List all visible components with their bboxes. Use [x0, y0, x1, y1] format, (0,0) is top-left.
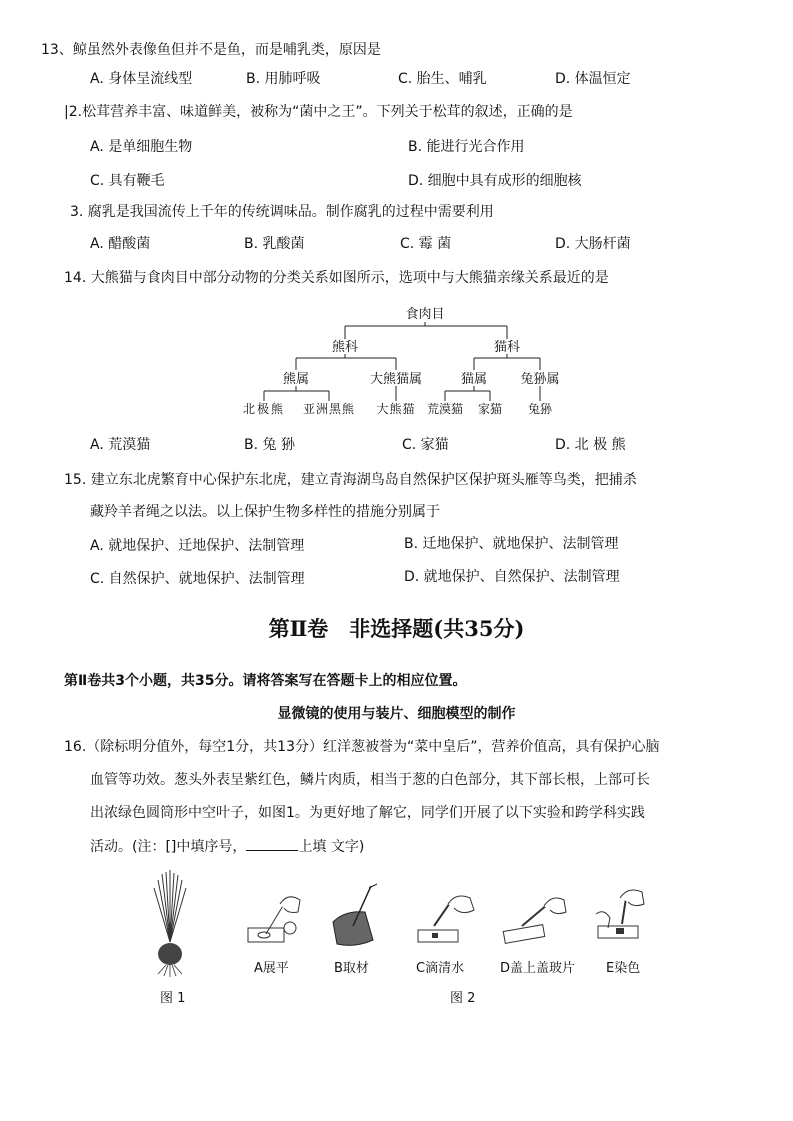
step-c-label: C滴清水: [416, 961, 465, 976]
question-13-option-b: B. 用肺呼吸: [246, 71, 321, 87]
step-d-cover-slip-icon: [500, 890, 570, 950]
answer-blank: [246, 836, 298, 851]
onion-illustration: [140, 870, 200, 980]
question-16-line-3: 出浓绿色圆筒形中空叶子，如图1。为更好地了解它，同学们开展了以下实验和跨学科实践: [90, 805, 645, 821]
tree-family-cat: 猫科: [493, 340, 521, 355]
question-3-option-a: A. 醋酸菌: [90, 236, 151, 252]
question-13-option-a: A. 身体呈流线型: [90, 71, 193, 87]
step-c-drip-water-icon: [412, 890, 482, 950]
question-3-option-c: C. 霉 菌: [400, 236, 452, 252]
question-12-stem: |2.松茸营养丰富、味道鲜美，被称为“菌中之王”。下列关于松茸的叙述，正确的是: [64, 104, 573, 120]
question-16-note-suffix: 上填 文字): [298, 839, 365, 855]
question-15-option-b: B. 迁地保护、就地保护、法制管理: [404, 536, 619, 552]
section-2-subtitle: 显微镜的使用与装片、细胞模型的制作: [277, 706, 516, 722]
tree-species-polar-bear: 北极熊: [242, 402, 286, 416]
question-13-stem: 13、鲸虽然外表像鱼但并不是鱼，而是哺乳类，原因是: [41, 42, 381, 58]
question-12-option-a: A. 是单细胞生物: [90, 139, 193, 155]
step-d-label: D盖上盖玻片: [500, 961, 576, 976]
tree-species-pallas-cat: 兔狲: [527, 402, 553, 416]
question-12-option-b: B. 能进行光合作用: [408, 139, 525, 155]
question-16-line-4: [90, 836, 364, 857]
question-15-option-d: D. 就地保护、自然保护、法制管理: [404, 569, 620, 585]
question-15-option-a: A. 就地保护、迁地保护、法制管理: [90, 538, 305, 554]
question-14-stem: 14. 大熊猫与食肉目中部分动物的分类关系如图所示，选项中与大熊猫亲缘关系最近的是: [64, 270, 609, 286]
section-2-instruction: 第Ⅱ卷共3个小题，共35分。请将答案写在答题卡上的相应位置。: [64, 673, 467, 689]
question-14-option-a: A. 荒漠猫: [90, 437, 151, 453]
question-15-stem-line-1: 15. 建立东北虎繁育中心保护东北虎，建立青海湖鸟岛自然保护区保护斑头雁等鸟类，把捕杀: [64, 472, 637, 488]
question-3-option-b: B. 乳酸菌: [244, 236, 305, 252]
tree-species-giant-panda: 大熊猫: [376, 402, 416, 416]
tree-genus-felis: 猫属: [460, 372, 488, 387]
question-15-option-c: C. 自然保护、就地保护、法制管理: [90, 571, 305, 587]
classification-tree-diagram: [0, 300, 793, 420]
tree-genus-ailuropoda: 大熊猫属: [369, 372, 423, 387]
question-16-note-prefix: 活动。(注：[]中填序号，: [90, 839, 247, 855]
question-13-option-c: C. 胎生、哺乳: [398, 71, 487, 87]
tree-genus-otocolobus: 兔狲属: [520, 372, 560, 387]
step-a-flatten-icon: [244, 890, 304, 950]
question-16-line-1: 16.（除标明分值外，每空1分，共13分）红洋葱被誉为“菜中皇后”，营养价值高，具有保护心脑: [64, 739, 660, 755]
tree-root-label: 食肉目: [405, 307, 445, 322]
question-15-stem-line-2: 藏羚羊者绳之以法。以上保护生物多样性的措施分别属于: [90, 504, 440, 520]
tree-genus-ursus: 熊属: [282, 372, 310, 387]
section-2-title: 第Ⅱ卷 非选择题(共35分): [268, 616, 525, 641]
step-b-label: B取材: [334, 961, 369, 976]
tree-species-chinese-mountain-cat: 荒漠猫: [426, 402, 464, 416]
question-16-line-2: 血管等功效。葱头外表呈紫红色，鳞片肉质，相当于葱的白色部分，其下部长根，上部可长: [90, 772, 650, 788]
tree-species-asian-black-bear: 亚洲黑熊: [302, 402, 356, 416]
question-14-option-c: C. 家猫: [402, 437, 449, 453]
tree-family-bear: 熊科: [331, 340, 359, 355]
tree-species-domestic-cat: 家猫: [477, 402, 503, 416]
figure-2-caption: 图 2: [450, 991, 476, 1006]
question-12-option-c: C. 具有鞭毛: [90, 173, 165, 189]
step-b-take-material-icon: [325, 882, 385, 952]
question-14-option-d: D. 北 极 熊: [555, 437, 626, 453]
step-e-stain-icon: [594, 884, 664, 944]
figure-1-caption: 图 1: [160, 991, 186, 1006]
step-a-label: A展平: [254, 961, 289, 976]
question-3-stem: 3. 腐乳是我国流传上千年的传统调味品。制作腐乳的过程中需要利用: [70, 204, 494, 220]
question-12-option-d: D. 细胞中具有成形的细胞核: [408, 173, 582, 189]
question-3-option-d: D. 大肠杆菌: [555, 236, 631, 252]
question-13-option-d: D. 体温恒定: [555, 71, 631, 87]
step-e-label: E染色: [606, 961, 641, 976]
question-14-option-b: B. 兔 狲: [244, 437, 295, 453]
